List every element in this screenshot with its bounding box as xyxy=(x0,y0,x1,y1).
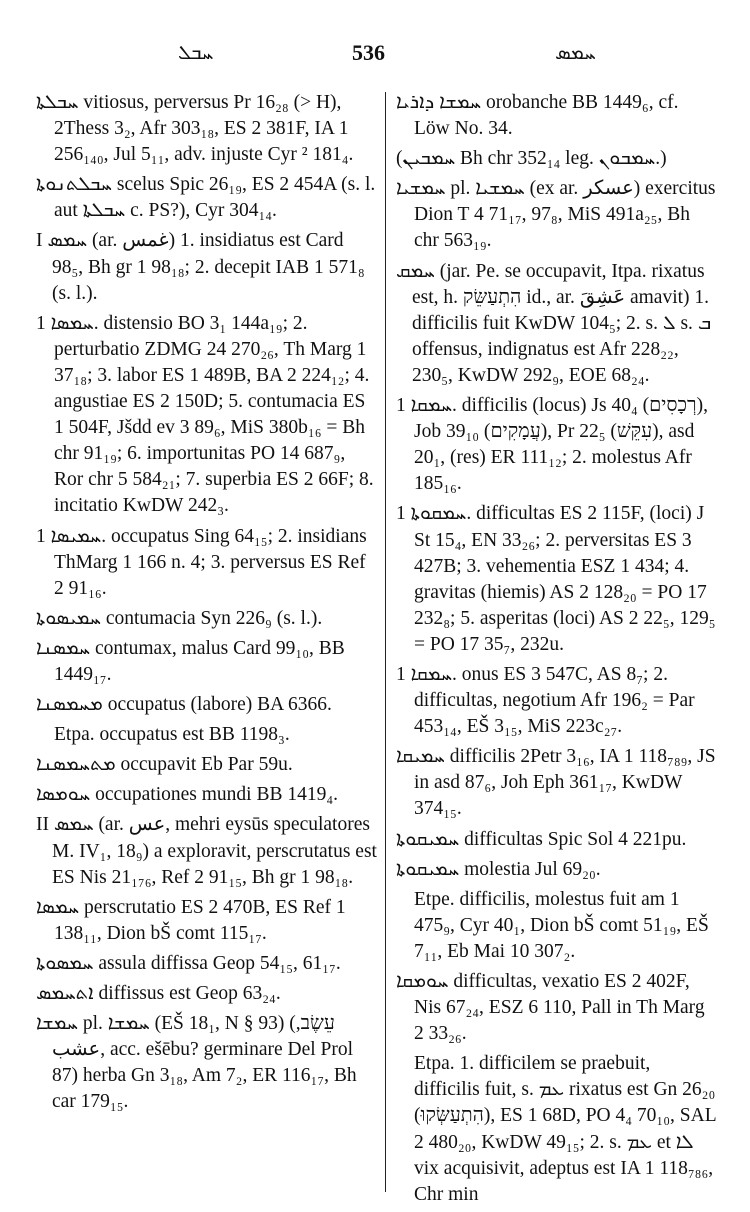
stem-entry: Etpa. occupatus est BB 1198₃. xyxy=(54,724,290,746)
page-header xyxy=(0,40,750,70)
sub-entry: (ܚܡܒܝܢ Bh chr 352₁₄ leg. ܚܡܒܘܢ.) xyxy=(396,148,667,170)
sub-entry: ܚܡܩܘܬܐ 1. difficultas ES 2 115F, (loci) J St 15₄, EN 33₂₆; 2. perversitas ES 3 427B; 3. vehementia ESZ 1 434; 4. gravitas (hiemis) AS 2 128₂₀ = PO 17 232₈; 5. asperitas (loci) AS 2 22₅, 129₅ = PO 17 35₇, 232u. xyxy=(396,503,716,655)
right-column xyxy=(396,90,718,1212)
lemma-entry: II ܚܡܣ (ar. عس, mehri eysūs speculatores M. IV₁, 18₉) a exploravit, perscrutatus est ES Nis 21₁₇₆, Ref 2 91₁₅, Bh gr 1 98₁₈. xyxy=(36,814,377,888)
sub-entry: ܚܒܠܬܐ vitiosus, perversus Pr 16₂₈ (> H), 2Thess 3₂, Afr 303₁₈, ES 2 381F, IA 1 256₁₄₀, Jul 5₁₁, adv. injuste Cyr ² 181₄. xyxy=(36,92,354,166)
sub-entry: ܚܘܡܩܐ difficultas, vexatio ES 2 402F, Nis 67₂₄, ESZ 6 110, Pall in Th Marg 2 33₂₆. xyxy=(396,971,705,1045)
left-column xyxy=(36,90,378,1119)
stem-entry: Etpa. 1. difficilem se praebuit, difficilis fuit, s. ܥܡ rixatus est Gn 26₂₀ (הִתְעַשְּׂקוּ), ES 1 68D, PO 4₄ 70₁₀, SAL 2 480₂₀, KwDW 49₁₅; 2. s. ܥܡ et ܠܐ vix acquisivit, adeptus est IA 1 118₇₈₆, Chr min xyxy=(414,1053,716,1205)
sub-entry: ܚܡܝܩܘܬܐ difficultas Spic Sol 4 221pu. xyxy=(396,828,687,850)
column-divider xyxy=(385,92,386,1192)
sub-entry: ܡܬܚܡܣܢܐ occupavit Eb Par 59u. xyxy=(36,754,293,776)
sub-entry: ܚܡܩܐ 1. difficilis (locus) Js 40₄ (רְכָסִים), Job 39₁₀ (עֲמָקִים), Pr 22₅ (עִקֵּשׁ), asd 20₁, (res) ER 111₁₂; 2. molestus Afr 185₁₆. xyxy=(396,395,708,495)
sub-entry: ܚܒܠܬܢܘܬܐ scelus Spic 26₁₉, ES 2 454A (s. l. aut ܚܒܠܬܐ c. PS?), Cyr 304₁₄. xyxy=(36,174,376,222)
sub-entry: ܐܬܚܡܣ diffissus est Geop 63₂₄. xyxy=(36,983,281,1004)
sub-entry: ܚܡܝܩܐ difficilis 2Petr 3₁₆, IA 1 118₇₈₉, JS in asd 87₆, Joh Eph 361₁₇, KwDW 374₁₅. xyxy=(396,746,716,820)
page-number: 536 xyxy=(352,40,385,65)
running-head-left: ܚܒܠ xyxy=(178,40,214,64)
sub-entry: ܚܡܣܘܬܐ assula diffissa Geop 54₁₅, 61₁₇. xyxy=(36,952,341,974)
sub-entry: ܚܡܫܝܐ pl. ܚܡܫܝܐ (ex ar. عسكر) exercitus Dion T 4 71₁₇, 97₈, MiS 491a₂₅, Bh chr 563₁₉. xyxy=(396,178,716,252)
running-head-right: ܚܡܣ xyxy=(555,40,596,64)
lemma-entry: ܚܡܩ (jar. Pe. se occupavit, Itpa. rixatus est, h. הִתְעַשֵּׂק id., ar. عَشِقَ amavit) 1. difficilis fuit KwDW 104₅; 2. s. ܠ s. ܒ offensus, indignatus est Afr 228₂₂, 230₅, KwDW 292₉, EOE 68₂₄. xyxy=(396,260,712,386)
stem-entry: Etpe. difficilis, molestus fuit am 1 475₉, Cyr 40₁, Dion bŠ comt 51₁₉, EŠ 7₁₁, Eb Mai 10 307₂. xyxy=(414,888,709,962)
sub-entry: ܡܚܡܣܢܐ occupatus (labore) BA 6366. xyxy=(36,694,332,716)
sub-entry: ܚܡܫܐ ܕܐܪܝܐ orobanche BB 1449₆, cf. Löw No. 34. xyxy=(396,92,679,140)
lemma-entry: I ܚܡܣ (ar. غمس) 1. insidiatus est Card 98₅, Bh gr 1 98₁₈; 2. decepit IAB 1 571₈ (s. l.). xyxy=(36,230,365,304)
sub-entry: ܚܡܣܢܐ contumax, malus Card 99₁₀, BB 1449₁₇. xyxy=(36,637,345,685)
sub-entry: ܚܡܝܩܘܬܐ molestia Jul 69₂₀. xyxy=(396,858,601,880)
sub-entry: ܚܡܣܐ 1. distensio BO 3₁ 144a₁₉; 2. perturbatio ZDMG 24 270₂₆, Th Marg 1 37₁₈; 3. labor ES 1 489B, BA 2 224₁₂; 4. angustiae ES 2 150D; 5. contumacia ES 1 504F, Jšdd ev 3 89₆, MiS 380b₁₆ = Bh chr 91₁₉; 6. importunitas PO 14 687₉, Ror chr 5 584₂₁; 7. superbia ES 2 66F; 8. incitatio KwDW 242₃. xyxy=(36,312,374,517)
lemma-entry: ܚܡܫܐ pl. ܚܡܫܐ (EŠ 18₁, N § 93) (עֵשֶׂב, عشب, acc. ešēbu? germinare Del Prol 87) herba Gn 3₁₈, Am 7₂, ER 116₁₇, Bh car 179₁₅. xyxy=(36,1013,357,1113)
sub-entry: ܚܘܡܣܐ occupationes mundi BB 1419₄. xyxy=(36,784,339,806)
sub-entry: ܚܡܩܐ 1. onus ES 3 547C, AS 8₇; 2. difficultas, negotium Afr 196₂ = Par 453₁₄, EŠ 3₁₅, MiS 223c₂₇. xyxy=(396,663,695,738)
sub-entry: ܚܡܝܣܐ 1. occupatus Sing 64₁₅; 2. insidians ThMarg 1 166 n. 4; 3. perversus ES Ref 2 91₁₆. xyxy=(36,525,367,599)
sub-entry: ܚܡܣܐ perscrutatio ES 2 470B, ES Ref 1 138₁₁, Dion bŠ comt 115₁₇. xyxy=(36,896,346,944)
sub-entry: ܚܡܝܣܘܬܐ contumacia Syn 226₉ (s. l.). xyxy=(36,607,323,629)
